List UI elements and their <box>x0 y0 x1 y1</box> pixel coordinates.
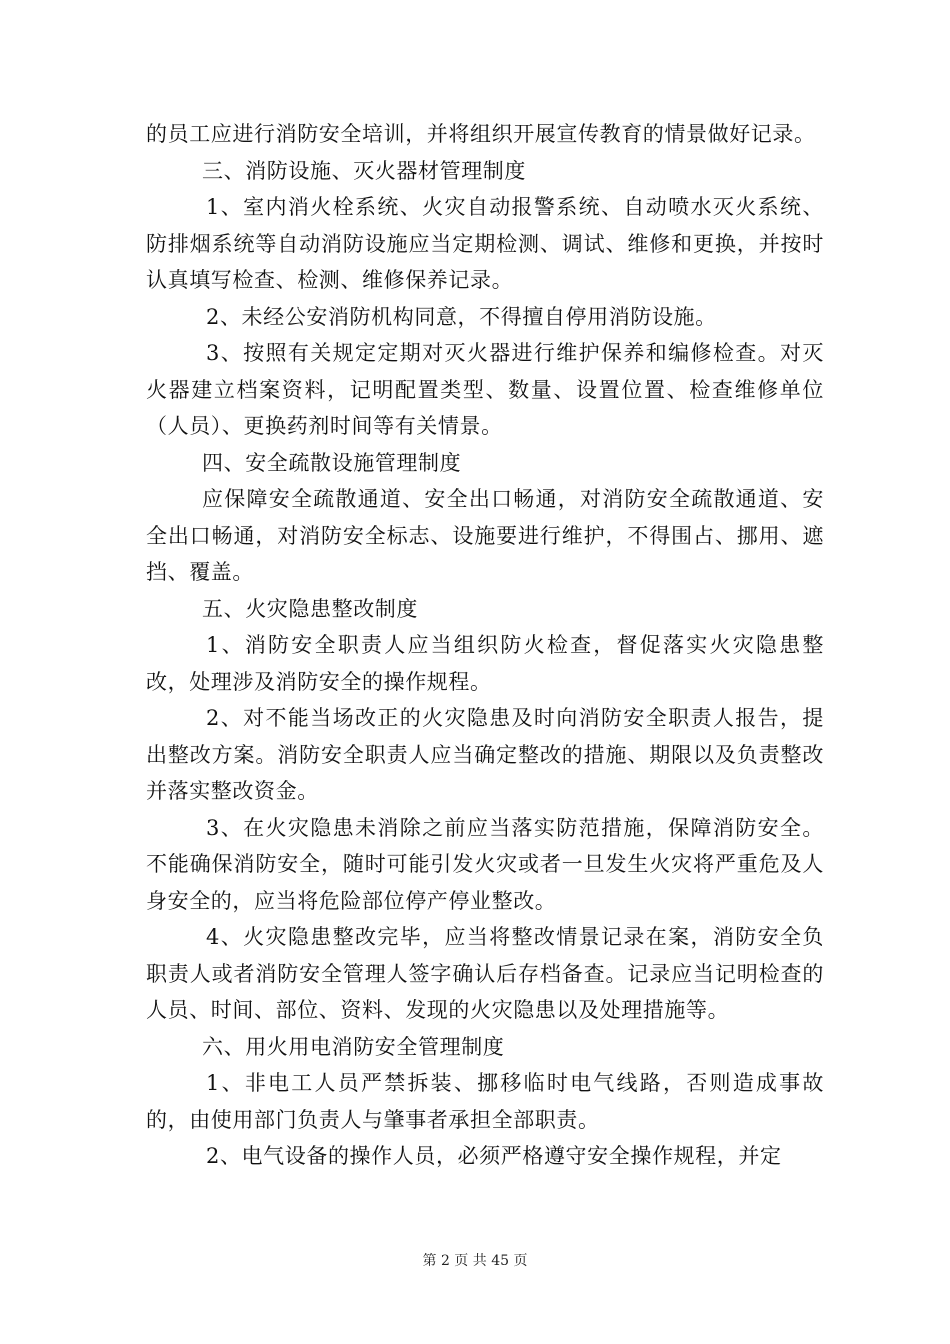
section-heading-evacuation: 四、安全疏散设施管理制度 <box>202 450 462 475</box>
list-item: 2、电气设备的操作人员，必须严格遵守安全操作规程，并定 <box>206 1144 782 1168</box>
section-heading-fire-electricity: 六、用火用电消防安全管理制度 <box>202 1034 505 1059</box>
list-item: 1、室内消火栓系统、火灾自动报警系统、自动喷水灭火系统、防排烟系统等自动消防设施应当定期检测、调试、维修和更换，并按时认真填写检查、检测、维修保养记录。 <box>146 195 824 292</box>
list-item: 2、未经公安消防机构同意，不得擅自停用消防设施。 <box>206 304 717 329</box>
body-paragraph: 应保障安全疏散通道、安全出口畅通，对消防安全疏散通道、安全出口畅通，对消防安全标志、设施要进行维护，不得围占、挪用、遮挡、覆盖。 <box>146 487 824 584</box>
list-item: 2、对不能当场改正的火灾隐患及时向消防安全职责人报告，提出整改方案。消防安全职责人应当确定整改的措施、期限以及负责整改并落实整改资金。 <box>146 706 824 803</box>
list-item: 1、消防安全职责人应当组织防火检查，督促落实火灾隐患整改，处理涉及消防安全的操作规程。 <box>146 633 824 694</box>
page-number-footer: 第 2 页 共 45 页 <box>422 1253 528 1269</box>
section-heading-facilities: 三、消防设施、灭火器材管理制度 <box>202 158 526 183</box>
list-item: 3、在火灾隐患未消除之前应当落实防范措施，保障消防安全。不能确保消防安全，随时可能引发火灾或者一旦发生火灾将严重危及人身安全的，应当将危险部位停产停业整改。 <box>146 815 824 913</box>
list-item: 4、火灾隐患整改完毕，应当将整改情景记录在案，消防安全负职责人或者消防安全管理人签字确认后存档备查。记录应当记明检查的人员、时间、部位、资料、发现的火灾隐患以及处理措施等。 <box>146 925 824 1022</box>
section-heading-hazard-rectification: 五、火灾隐患整改制度 <box>202 596 418 621</box>
document-body <box>146 116 824 1175</box>
list-item: 3、按照有关规定定期对灭火器进行维护保养和编修检查。对灭火器建立档案资料，记明配置类型、数量、设置位置、检查维修单位（人员）、更换药剂时间等有关情景。 <box>146 341 824 438</box>
list-item: 1、非电工人员严禁拆装、挪移临时电气线路，否则造成事故的，由使用部门负责人与肇事者承担全部职责。 <box>146 1071 824 1132</box>
paragraph-continuation: 的员工应进行消防安全培训，并将组织开展宣传教育的情景做好记录。 <box>146 122 816 146</box>
